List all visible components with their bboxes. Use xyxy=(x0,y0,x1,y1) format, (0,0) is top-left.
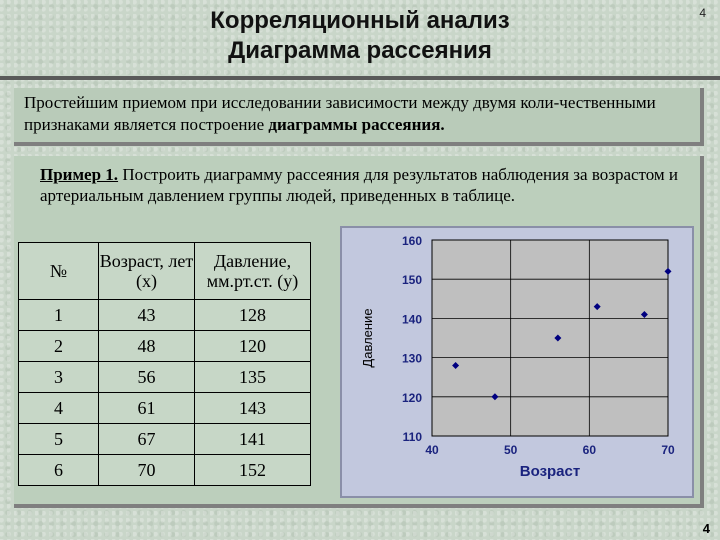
table-cell: 67 xyxy=(99,424,195,455)
x-tick-label: 50 xyxy=(503,443,518,457)
page-number-bottom: 4 xyxy=(702,521,710,536)
table-cell: 43 xyxy=(99,300,195,331)
table-cell: 4 xyxy=(19,393,99,424)
y-tick-label: 140 xyxy=(401,312,422,327)
x-axis-label: Возраст xyxy=(519,463,581,480)
table-cell: 141 xyxy=(195,424,311,455)
slide-title xyxy=(140,6,580,66)
table-cell: 1 xyxy=(19,300,99,331)
example-text xyxy=(40,164,680,206)
intro-box xyxy=(14,88,704,146)
example-label: Пример 1. xyxy=(40,165,119,184)
y-tick-label: 130 xyxy=(401,351,422,366)
table-header-cell: № xyxy=(19,243,99,300)
table-cell: 135 xyxy=(195,362,311,393)
table-cell: 3 xyxy=(19,362,99,393)
plot-area xyxy=(432,240,668,436)
scatter-chart xyxy=(342,228,692,496)
table-cell: 6 xyxy=(19,455,99,486)
table-header-cell: Возраст, лет (х) xyxy=(99,243,195,300)
table-cell: 56 xyxy=(99,362,195,393)
table-header-cell: Давление, мм.рт.ст. (у) xyxy=(195,243,311,300)
table-cell: 61 xyxy=(99,393,195,424)
table-cell: 48 xyxy=(99,331,195,362)
y-axis-label: Давление xyxy=(360,308,375,368)
intro-text-bold: диаграммы рассеяния. xyxy=(268,115,445,134)
table-cell: 2 xyxy=(19,331,99,362)
intro-text: Простейшим приемом при исследовании зависимости между двумя коли-чественными признаками является построение xyxy=(24,93,656,134)
y-tick-label: 150 xyxy=(401,273,422,288)
table-row xyxy=(19,300,311,331)
slide-title-line2: Диаграмма рассеяния xyxy=(228,37,492,64)
data-table xyxy=(18,242,311,486)
table-row xyxy=(19,331,311,362)
table-row xyxy=(19,424,311,455)
table-cell: 5 xyxy=(19,424,99,455)
table-row xyxy=(19,393,311,424)
x-tick-label: 40 xyxy=(425,443,439,457)
slide-title-line1: Корреляционный анализ xyxy=(210,7,510,34)
table-header-row xyxy=(19,243,311,300)
table-cell: 70 xyxy=(99,455,195,486)
table-row xyxy=(19,362,311,393)
example-box xyxy=(14,156,704,508)
table-cell: 120 xyxy=(195,331,311,362)
title-divider xyxy=(0,76,720,80)
table-cell: 152 xyxy=(195,455,311,486)
table-row xyxy=(19,455,311,486)
scatter-chart-frame xyxy=(340,226,694,498)
y-tick-label: 110 xyxy=(402,430,422,444)
x-tick-label: 70 xyxy=(661,443,675,457)
x-tick-label: 60 xyxy=(582,443,597,457)
page-number-top: 4 xyxy=(699,6,706,20)
table-cell: 143 xyxy=(195,393,311,424)
table-cell: 128 xyxy=(195,300,311,331)
example-description: Построить диаграмму рассеяния для результатов наблюдения за возрастом и артериальным давлением группы людей, приведенных в таблице. xyxy=(40,165,679,205)
y-tick-label: 160 xyxy=(401,234,422,248)
y-tick-label: 120 xyxy=(401,390,422,405)
